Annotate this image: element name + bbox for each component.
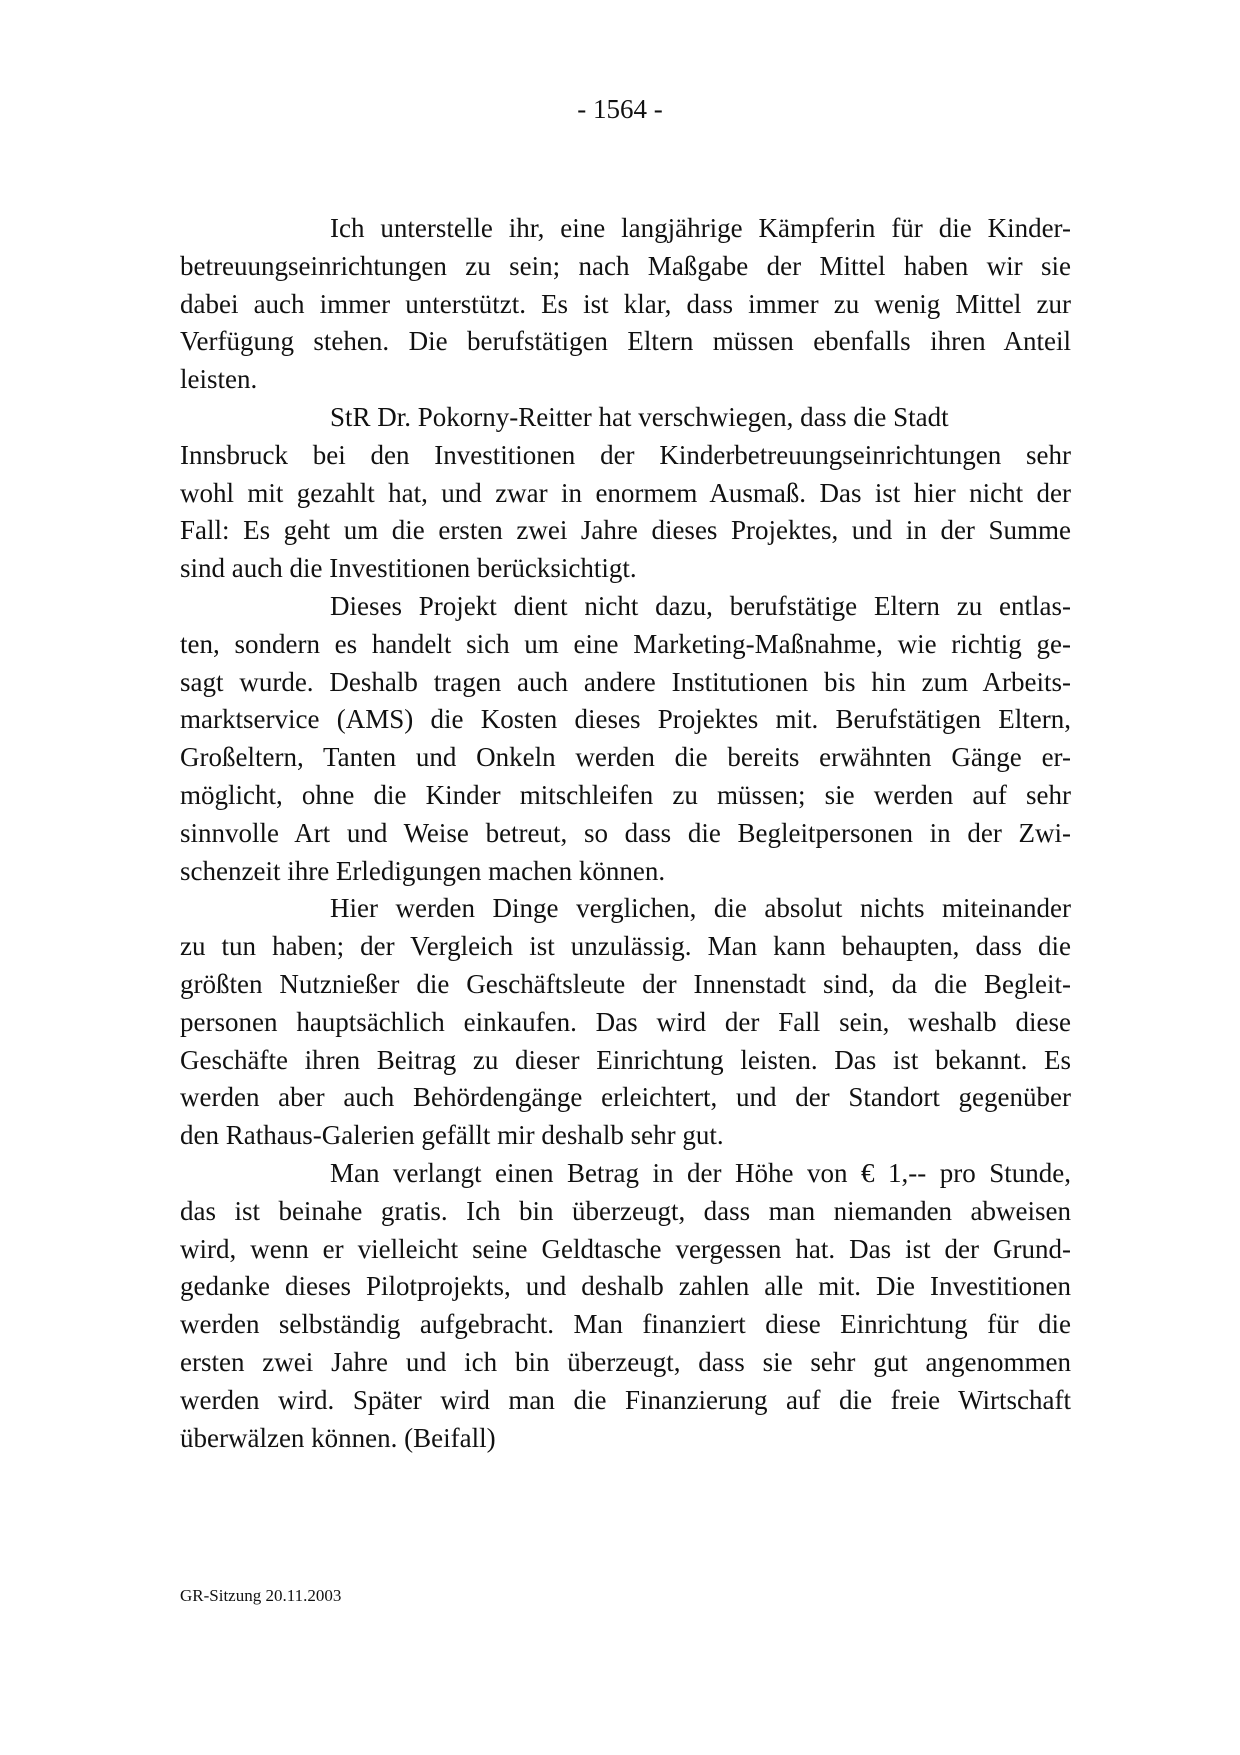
- text-line: überwälzen können. (Beifall): [180, 1422, 496, 1453]
- text-line: Ich unterstelle ihr, eine langjährige Kämpferin für die Kinder-: [330, 213, 1071, 243]
- text-line: zu tun haben; der Vergleich ist unzulässig. Man kann behaupten, dass die: [180, 931, 1071, 962]
- paragraph: [180, 210, 1071, 399]
- text-line: werden aber auch Behördengänge erleichtert, und der Standort gegenüber: [180, 1082, 1071, 1113]
- text-line: wird, wenn er vielleicht seine Geldtasche vergessen hat. Das ist der Grund-: [180, 1233, 1071, 1264]
- text-line: StR Dr. Pokorny-Reitter hat verschwiegen, dass die Stadt: [330, 401, 949, 432]
- text-line: wohl mit gezahlt hat, und zwar in enormem Ausmaß. Das ist hier nicht der: [180, 477, 1071, 508]
- text-line: Innsbruck bei den Investitionen der Kinderbetreuungseinrichtungen sehr: [180, 439, 1071, 470]
- text-line: ersten zwei Jahre und ich bin überzeugt, dass sie sehr gut angenommen: [180, 1346, 1071, 1377]
- text-line: Dieses Projekt dient nicht dazu, berufstätige Eltern zu entlas-: [330, 590, 1071, 621]
- paragraph: [180, 588, 1071, 890]
- text-line: schenzeit ihre Erledigungen machen können.: [180, 855, 666, 886]
- text-line: werden selbständig aufgebracht. Man finanziert diese Einrichtung für die: [180, 1309, 1071, 1340]
- text-line: sind auch die Investitionen berücksichtigt.: [180, 553, 637, 584]
- text-line: betreuungseinrichtungen zu sein; nach Maßgabe der Mittel haben wir sie: [180, 250, 1071, 281]
- text-line: personen hauptsächlich einkaufen. Das wird der Fall sein, weshalb diese: [180, 1006, 1071, 1037]
- text-line: sinnvolle Art und Weise betreut, so dass die Begleitpersonen in der Zwi-: [180, 817, 1071, 848]
- text-line: Verfügung stehen. Die berufstätigen Eltern müssen ebenfalls ihren Anteil: [180, 326, 1071, 357]
- text-line: werden wird. Später wird man die Finanzierung auf die freie Wirtschaft: [180, 1384, 1071, 1415]
- paragraph: [180, 399, 1071, 588]
- text-line: das ist beinahe gratis. Ich bin überzeugt, dass man niemanden abweisen: [180, 1195, 1071, 1226]
- text-line: dabei auch immer unterstützt. Es ist klar, dass immer zu wenig Mittel zur: [180, 288, 1071, 319]
- text-line: sagt wurde. Deshalb tragen auch andere Institutionen bis hin zum Arbeits-: [180, 666, 1071, 697]
- footer-session-date: GR-Sitzung 20.11.2003: [180, 1586, 342, 1605]
- paragraph: [180, 890, 1071, 1155]
- text-line: Geschäfte ihren Beitrag zu dieser Einrichtung leisten. Das ist bekannt. Es: [180, 1044, 1071, 1075]
- text-line: größten Nutznießer die Geschäftsleute der Innenstadt sind, da die Begleit-: [180, 968, 1071, 999]
- text-line: Fall: Es geht um die ersten zwei Jahre dieses Projektes, und in der Summe: [180, 515, 1071, 546]
- text-line: gedanke dieses Pilotprojekts, und deshalb zahlen alle mit. Die Investitionen: [180, 1271, 1071, 1302]
- body-text: [180, 210, 1071, 1457]
- text-line: ten, sondern es handelt sich um eine Marketing-Maßnahme, wie richtig ge-: [180, 628, 1071, 659]
- text-line: marktservice (AMS) die Kosten dieses Projektes mit. Berufstätigen Eltern,: [180, 704, 1071, 735]
- text-line: Hier werden Dinge verglichen, die absolut nichts miteinander: [330, 893, 1071, 924]
- text-line: möglicht, ohne die Kinder mitschleifen zu müssen; sie werden auf sehr: [180, 779, 1071, 810]
- text-line: Großeltern, Tanten und Onkeln werden die bereits erwähnten Gänge er-: [180, 742, 1071, 773]
- text-line: leisten.: [180, 364, 258, 395]
- paragraph: [180, 1155, 1071, 1457]
- text-line: den Rathaus-Galerien gefällt mir deshalb sehr gut.: [180, 1120, 724, 1151]
- text-line: Man verlangt einen Betrag in der Höhe von € 1,-- pro Stunde,: [330, 1157, 1071, 1188]
- page-number: - 1564 -: [577, 94, 663, 124]
